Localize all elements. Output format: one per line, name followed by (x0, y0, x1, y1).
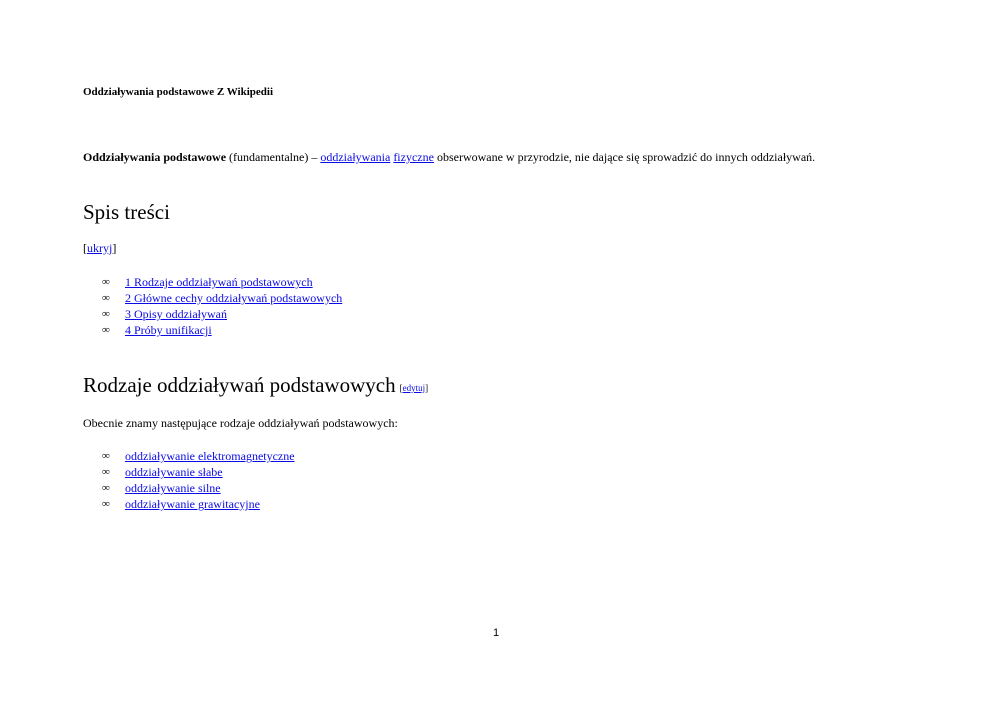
bullet-icon: ∞ (102, 324, 110, 336)
intro-paragraph (83, 149, 883, 165)
toc-list (83, 274, 342, 338)
intro-paren-text: (fundamentalne) – (226, 150, 321, 164)
intro-bold-term: Oddziaływania podstawowe (83, 150, 227, 164)
section-intro-text: Obecnie znamy następujące rodzaje oddziaływań podstawowych: (83, 416, 398, 430)
toc-hide-link[interactable]: ukryj (87, 241, 113, 255)
toc-item (83, 290, 342, 306)
toc-item (83, 274, 342, 290)
section-heading-text: Rodzaje oddziaływań podstawowych (83, 373, 396, 397)
section-heading-rodzaje (83, 373, 428, 398)
list-item (83, 448, 295, 464)
document-title: Oddziaływania podstawowe Z Wikipedii (83, 86, 274, 98)
bullet-icon: ∞ (102, 292, 110, 304)
list-item (83, 480, 295, 496)
toc-link-proby-unifikacji[interactable]: 4 Próby unifikacji (125, 323, 212, 337)
link-slabe[interactable]: oddziaływanie słabe (125, 465, 223, 479)
edit-bracket-open: [ (399, 383, 403, 393)
link-fizyczne[interactable]: fizyczne (393, 150, 434, 164)
toc-link-glowne-cechy[interactable]: 2 Główne cechy oddziaływań podstawowych (125, 291, 343, 305)
bullet-icon: ∞ (102, 482, 110, 494)
bullet-icon: ∞ (102, 450, 110, 462)
list-item (83, 496, 295, 512)
link-silne[interactable]: oddziaływanie silne (125, 481, 221, 495)
bullet-icon: ∞ (102, 308, 110, 320)
toc-toggle (83, 241, 116, 256)
toc-toggle-bracket-open: [ (83, 241, 87, 255)
intro-rest-text: obserwowane w przyrodzie, nie dające się sprowadzić do innych oddziaływań. (433, 150, 816, 164)
toc-toggle-bracket-close: ] (112, 241, 117, 255)
bullet-icon: ∞ (102, 276, 110, 288)
interactions-list (83, 448, 295, 512)
link-elektromagnetyczne[interactable]: oddziaływanie elektromagnetyczne (125, 449, 295, 463)
toc-link-rodzaje[interactable]: 1 Rodzaje oddziaływań podstawowych (125, 275, 313, 289)
edit-link[interactable]: edytuj (402, 383, 426, 393)
toc-item (83, 322, 342, 338)
toc-link-opisy[interactable]: 3 Opisy oddziaływań (125, 307, 227, 321)
link-grawitacyjne[interactable]: oddziaływanie grawitacyjne (125, 497, 260, 511)
list-item (83, 464, 295, 480)
page-number: 1 (492, 627, 500, 639)
toc-item (83, 306, 342, 322)
edit-bracket-close: ] (425, 383, 429, 393)
bullet-icon: ∞ (102, 466, 110, 478)
section-edit (400, 383, 429, 393)
toc-heading: Spis treści (83, 200, 170, 224)
bullet-icon: ∞ (102, 498, 110, 510)
link-oddzialywania[interactable]: oddziaływania (320, 150, 391, 164)
